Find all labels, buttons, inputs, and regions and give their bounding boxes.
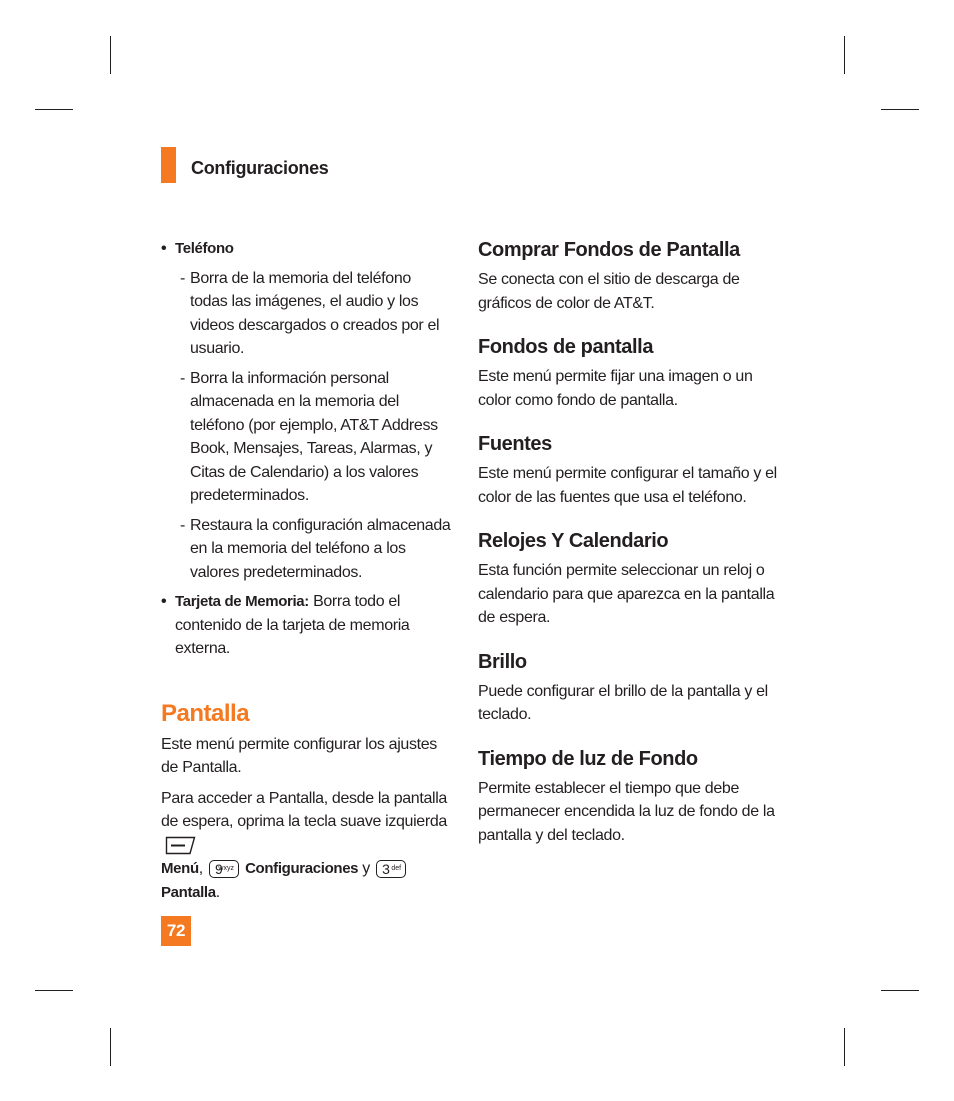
access-text: Para acceder a Pantalla, desde la pantalla de espera, oprima la tecla suave izquierda [161, 789, 447, 830]
pantalla-intro: Este menú permite configurar los ajustes de Pantalla. [161, 735, 437, 776]
bullet-telefono [161, 237, 451, 261]
section-text: Se conecta con el sitio de descarga de gráficos de color de AT&T. [478, 271, 740, 312]
section-brillo [478, 649, 778, 727]
section-fondos-pantalla [478, 334, 778, 412]
key-9-icon: 9 wxyz [209, 860, 239, 878]
telefono-item-1: - Borra de la memoria del teléfono todas las imágenes, el audio y los videos descargados o creados por el usuario. [180, 269, 440, 357]
key-3-icon: 3 def [376, 860, 406, 878]
telefono-item-2: - Borra la información personal almacenada en la memoria del teléfono (por ejemplo, AT&T Address Book, Mensajes, Tareas, Alarmas, y Citas de Calendario) a los valores predeterminados. [180, 369, 438, 504]
menu-label: Menú [161, 860, 199, 877]
section-text: Este menú permite configurar el tamaño y el color de las fuentes que usa el teléfono. [478, 465, 777, 506]
crop-mark-top-right-vertical [844, 36, 845, 74]
crop-mark-bottom-right-vertical [844, 1028, 845, 1066]
right-column [478, 237, 778, 866]
section-fuentes [478, 431, 778, 509]
y-word: y [362, 860, 370, 877]
bullet-dot: • [161, 240, 167, 257]
telefono-item-text: Borra de la memoria del teléfono todas las imágenes, el audio y los videos descargados o creados por el usuario. [190, 269, 440, 357]
page-number: 72 [161, 916, 191, 946]
telefono-label: Teléfono [175, 240, 234, 257]
section-text: Este menú permite fijar una imagen o un color como fondo de pantalla. [478, 368, 753, 409]
section-heading: Comprar Fondos de Pantalla [478, 239, 740, 261]
left-column [161, 237, 451, 904]
section-text: Permite establecer el tiempo que debe permanecer encendida la luz de fondo de la pantalla y del teclado. [478, 779, 775, 844]
pantalla-heading: Pantalla [161, 699, 250, 727]
configuraciones-label: Configuraciones [245, 860, 359, 877]
tarjeta-text: Borra todo el contenido de la tarjeta de memoria externa. [175, 593, 410, 657]
section-heading: Brillo [478, 650, 527, 673]
crop-mark-top-left-vertical [110, 36, 111, 74]
crop-mark-top-right-horizontal [881, 109, 919, 110]
section-heading: Relojes Y Calendario [478, 530, 669, 552]
bullet-tarjeta [161, 590, 451, 661]
crop-mark-bottom-right-horizontal [881, 990, 919, 991]
crop-mark-top-left-horizontal [35, 109, 73, 110]
pantalla-access-instructions: Para acceder a Pantalla, desde la pantalla de espera, oprima la tecla suave izquierda Menú, 9 wxyz Configuraciones y 3 def Pantalla. [161, 789, 447, 901]
section-text: Esta función permite seleccionar un reloj o calendario para que aparezca en la pantalla de espera. [478, 562, 775, 626]
left-softkey-icon [165, 836, 196, 855]
telefono-item-text: Borra la información personal almacenada en la memoria del teléfono (por ejemplo, AT&T Address Book, Mensajes, Tareas, Alarmas, y Citas de Calendario) a los valores predeterminados. [190, 369, 438, 504]
section-heading: Tiempo de luz de Fondo [478, 747, 698, 770]
section-heading: Fondos de pantalla [478, 336, 654, 358]
pantalla-label: Pantalla [161, 883, 216, 901]
crop-mark-bottom-left-vertical [110, 1028, 111, 1066]
section-title: Configuraciones [191, 158, 329, 178]
section-comprar-fondos [478, 237, 778, 315]
section-text: Puede configurar el brillo de la pantalla y el teclado. [478, 682, 768, 723]
section-heading: Fuentes [478, 433, 552, 455]
telefono-item-3: - Restaura la configuración almacenada en la memoria del teléfono a los valores predeterminados. [180, 516, 451, 581]
tarjeta-label: Tarjeta de Memoria: [175, 593, 309, 610]
crop-mark-bottom-left-horizontal [35, 990, 73, 991]
telefono-item-text: Restaura la configuración almacenada en la memoria del teléfono a los valores predeterminados. [190, 516, 451, 581]
section-tiempo-luz-fondo [478, 746, 778, 848]
bullet-dot: • [161, 593, 167, 610]
section-accent-bar [161, 147, 176, 183]
section-relojes-calendario [478, 528, 778, 630]
